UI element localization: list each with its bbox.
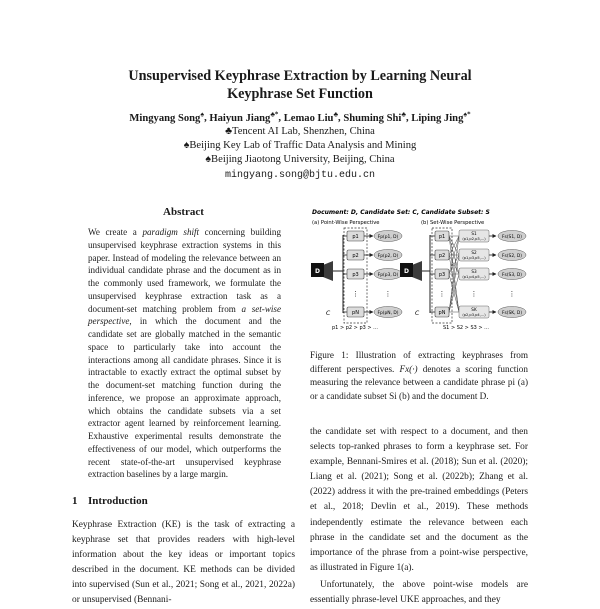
score-label-b: Fs(S1, D) — [502, 234, 522, 240]
score-label-a: Fp(p3, D) — [377, 272, 399, 278]
figure-header: Document: D, Candidate Set: C, Candidate Subset: S — [312, 209, 490, 216]
phrase-label-b: pN — [438, 310, 446, 316]
subset-members: (p1,p2,p3,...) — [462, 237, 486, 241]
intro-paragraph-1-continued: the candidate set with respect to a document, and then selects top-ranked phrases to form a keyphrase set. For example, Bennani-Smires et al. (2018); Sun et al. (2020); Liang et al. (2021); Song et al. (2022b); Zhang et al. (2022) address it with the pre-trained embeddings (Peters et al., 2018; Devlin et al., 2019). These methods independently estimate the relevance between each phrase in the candidate set and the document as the importance of the phrase from a point-wise perspective, as illustrated in Figure 1(a). — [310, 427, 528, 573]
abstract-text: We create a paradigm shift concerning building unsupervised keyphrase extraction systems in this paper. Instead of modeling the relevance between an individual candidate phrase and the document as in the commonly used framework, we formulate the unsupervised keyphrase extraction task as a document-set matching problem from a set-wise perspective, in which the document and the candidate set are globally matched in the semantic space to particularly take into account the interactions among all candidate phrases. Since it is intractable to exactly extract the optimal subset by the document-set matching function during the inference, we propose an approximate approach, which obtains the candidate subsets via a set extractor agent learned by reinforcement learning. Exhaustive experimental results demonstrate the effectiveness of our model, which outperforms the recent state-of-the-art unsupervised keyphrase extraction baselines by a large margin. — [88, 227, 281, 480]
author-2: Haiyun Jiang♣* — [209, 110, 279, 124]
ranking-b: S1 > S2 > S3 > ... — [443, 325, 489, 331]
intro-paragraph-1: Keyphrase Extraction (KE) is the task of extracting a keyphrase set that provides readers with high-level information about the key ideas or important topics described in the document. KE methods can be divided into supervised (Sun et al., 2021; Song et al., 2021, 2022a) or unsupervised (Bennani- — [72, 520, 295, 606]
subset-members: (p1,p3,p5,...) — [462, 256, 486, 260]
phrase-ellipsis-a: ⋮ — [352, 290, 359, 298]
score-label-a: Fp(pN, D) — [377, 310, 399, 316]
subset-name: S1 — [471, 230, 477, 236]
score-label-a: Fp(p2, D) — [377, 253, 399, 259]
doc-funnel-b — [412, 261, 422, 281]
author-3: Lemao Liu♣ — [283, 110, 339, 124]
author-4: Shuming Shi♣ — [343, 110, 406, 124]
affiliation-3: ♠Beijing Jiaotong University, Beijing, China — [205, 154, 395, 165]
subset-members: (p2,p3,p4,...) — [462, 313, 486, 317]
panel-b — [400, 228, 526, 331]
phrase-label-a: p1 — [352, 234, 359, 240]
affiliation-1: ♣Tencent AI Lab, Shenzhen, China — [225, 126, 375, 137]
score-ellipsis-a: ⋮ — [384, 290, 392, 298]
subset-name: SK — [471, 306, 477, 312]
subset-name: S2 — [471, 249, 477, 255]
panel-a-label: (a) Point-Wise Perspective — [312, 220, 380, 226]
author-email: mingyang.song@bjtu.edu.cn — [224, 170, 376, 181]
figure-1-diagram — [309, 205, 529, 335]
paper-title-line-1: Unsupervised Keyphrase Extraction by Learning Neural — [128, 68, 472, 84]
document-label-b: D — [404, 268, 409, 275]
score-label-a: Fp(p1, D) — [377, 234, 399, 240]
author-1: Mingyang Song♠ — [129, 110, 205, 124]
subset-members: (p1,p4,p5,...) — [462, 275, 486, 279]
affiliation-2: ♠Beijing Key Lab of Traffic Data Analysis and Mining — [183, 140, 417, 151]
abstract-heading: Abstract — [163, 206, 204, 218]
score-label-b: Fs(SK, D) — [501, 310, 523, 316]
paper-title-line-2: Keyphrase Set Function — [227, 86, 373, 102]
score-ellipsis-b: ⋮ — [508, 290, 516, 298]
candidate-set-label-a: C — [326, 310, 331, 317]
score-label-b: Fs(S2, D) — [502, 253, 522, 259]
subset-name: S3 — [471, 268, 477, 274]
intro-paragraph-2: Unfortunately, the above point-wise models are essentially phrase-level UKE approaches, and they — [310, 580, 528, 606]
panel-b-label: (b) Set-Wise Perspective — [421, 220, 485, 226]
phrase-label-b: p3 — [438, 272, 446, 278]
ranking-a: p1 > p2 > p3 > ... — [332, 325, 378, 331]
panel-a — [311, 228, 402, 331]
phrase-label-b: p2 — [438, 253, 446, 259]
author-list: Mingyang Song♠, Haiyun Jiang♣*, Lemao Liu♣, Shuming Shi♣, Liping Jing♠* — [129, 110, 471, 124]
phrase-label-a: p2 — [352, 253, 359, 259]
subset-connections — [449, 236, 459, 312]
phrase-label-a: p3 — [352, 272, 359, 278]
phrase-label-b: p1 — [438, 234, 446, 240]
document-label-a: D — [315, 268, 320, 275]
phrase-label-a: pN — [352, 310, 359, 316]
doc-funnel-a — [323, 261, 333, 281]
subset-ellipsis-b: ⋮ — [470, 290, 478, 298]
author-5: Liping Jing♠* — [411, 110, 471, 124]
section-heading-introduction: 1 Introduction — [72, 495, 148, 507]
phrase-ellipsis-b: ⋮ — [438, 290, 446, 298]
figure-1-caption: Figure 1: Illustration of extracting keyphrases from different perspectives. Fx(·) denotes a scoring function measuring the relevance between a candidate phrase pi (a) or a candidate subset Si (b) and the document D. — [310, 350, 528, 401]
candidate-set-label-b: C — [415, 310, 420, 317]
score-label-b: Fs(S3, D) — [502, 272, 522, 278]
